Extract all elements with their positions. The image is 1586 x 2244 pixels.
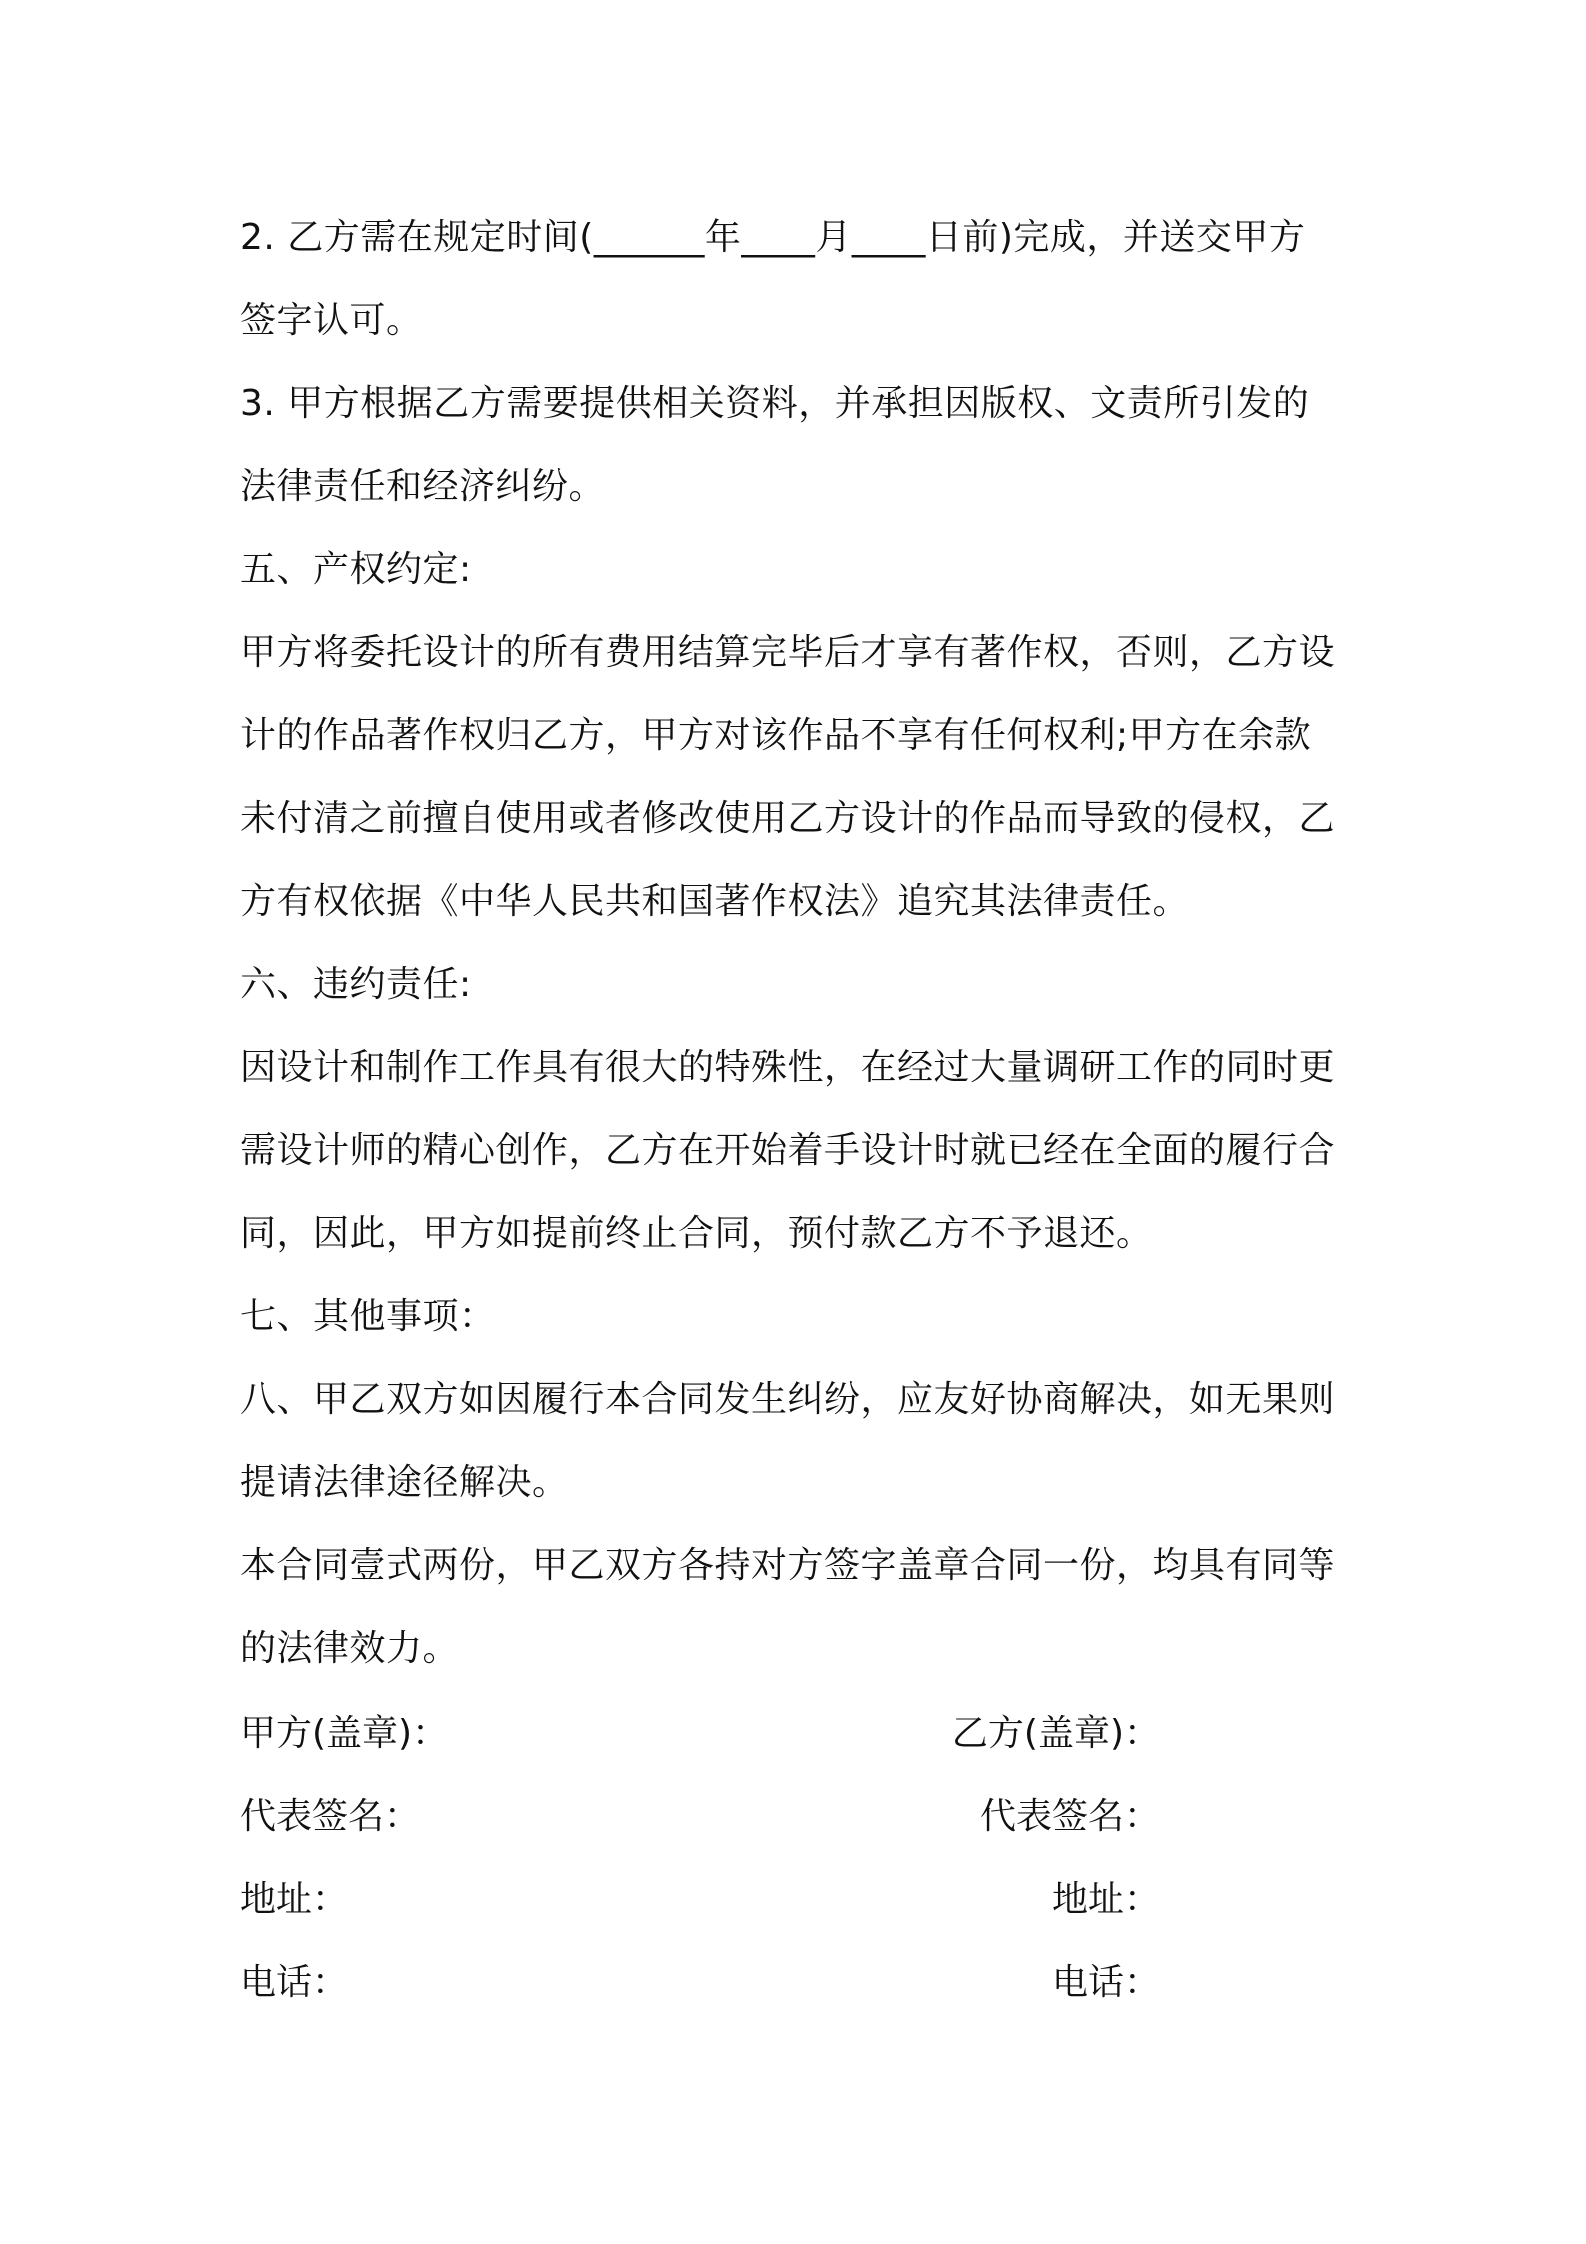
signature-block (240, 1692, 1160, 2024)
text-line: 方有权依据《中华人民共和国著作权法》追究其法律责任。 (240, 881, 1190, 922)
party-b-seal-label: 乙方(盖章)： (951, 1713, 1160, 1754)
text-line: 提请法律途径解决。 (240, 1462, 569, 1503)
signature-row (240, 1858, 1160, 1941)
party-b-phone-label: 电话： (1051, 1962, 1160, 2003)
party-a-address-label: 地址： (240, 1879, 349, 1920)
section-heading-breach: 六、违约责任: (240, 964, 472, 1005)
party-b-address-label: 地址： (1051, 1879, 1160, 1920)
text-line: 3. 甲方根据乙方需要提供相关资料，并承担因版权、文责所引发的 (240, 383, 1310, 424)
contract-body (240, 196, 1356, 1690)
text-line: 甲方将委托设计的所有费用结算完毕后才享有著作权，否则，乙方设 (240, 632, 1336, 673)
signature-row (240, 1941, 1160, 2024)
text-line: 签字认可。 (240, 300, 423, 341)
party-a-seal-label: 甲方(盖章)： (240, 1713, 449, 1754)
signature-row (240, 1775, 1160, 1858)
text-line: 2. 乙方需在规定时间(______年____月____日前)完成，并送交甲方 (240, 217, 1306, 258)
text-line: 同，因此，甲方如提前终止合同，预付款乙方不予退还。 (240, 1213, 1153, 1254)
text-line: 的法律效力。 (240, 1628, 460, 1669)
party-b-representative-label: 代表签名： (979, 1796, 1160, 1837)
section-heading-property: 五、产权约定: (240, 549, 472, 590)
signature-row (240, 1692, 1160, 1775)
section-heading-other: 七、其他事项： (240, 1296, 496, 1337)
text-line: 需设计师的精心创作，乙方在开始着手设计时就已经在全面的履行合 (240, 1130, 1336, 1171)
text-line: 因设计和制作工作具有很大的特殊性，在经过大量调研工作的同时更 (240, 1047, 1336, 1088)
party-a-representative-label: 代表签名： (240, 1796, 421, 1837)
party-a-phone-label: 电话： (240, 1962, 349, 2003)
text-line: 计的作品著作权归乙方，甲方对该作品不享有任何权利;甲方在余款 (240, 715, 1312, 756)
text-line: 本合同壹式两份，甲乙双方各持对方签字盖章合同一份，均具有同等 (240, 1545, 1336, 1586)
text-line: 法律责任和经济纠纷。 (240, 466, 606, 507)
text-line: 未付清之前擅自使用或者修改使用乙方设计的作品而导致的侵权，乙 (240, 798, 1336, 839)
text-line: 八、甲乙双方如因履行本合同发生纠纷，应友好协商解决，如无果则 (240, 1379, 1336, 1420)
